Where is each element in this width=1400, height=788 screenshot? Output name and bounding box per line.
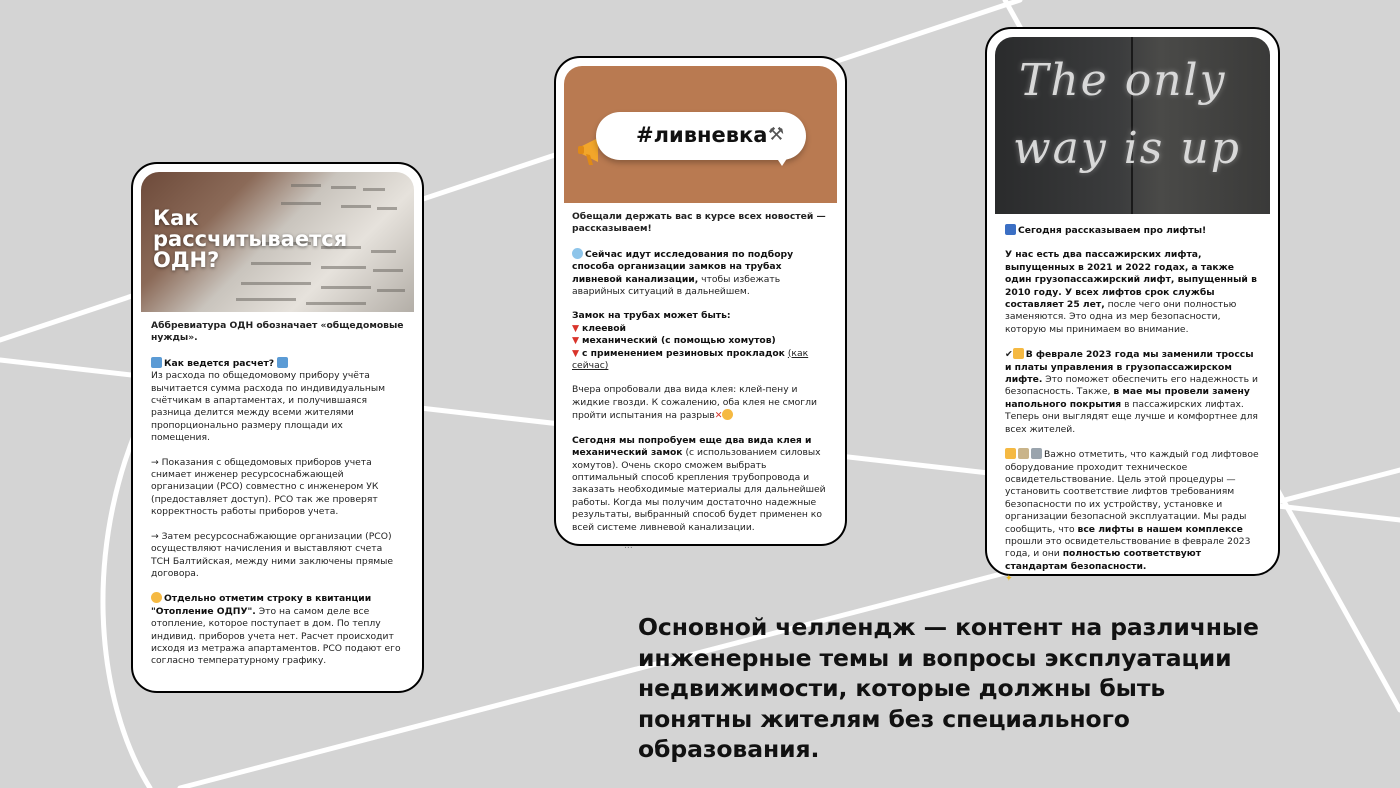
- paragraph: Цель этой процедуры — установить соответствие лифтов требованиям безопасности по их устройству, установке и организации безопасной эксплуатации. Мы рады сообщить, что: [1005, 473, 1247, 535]
- paragraph: Из расхода по общедомовому прибору учёта вычитается сумма расхода по индивидуальным счётчикам в апартаментах, и получившаяся разница делится между всеми жителями пропорционально размеру площади их помещения.: [151, 370, 386, 444]
- sad-face-icon: [722, 409, 733, 420]
- worker-icon: [1005, 448, 1016, 459]
- bubble-tail: [774, 154, 790, 166]
- post-intro: Сегодня рассказываем про лифты!: [1018, 225, 1207, 236]
- clipboard-icon: [1018, 448, 1029, 459]
- paragraph: в пассажирских лифтах. Теперь они выглядят еще лучше и комфортнее для всех жителей.: [1005, 398, 1258, 435]
- list-heading: Замок на трубах может быть:: [572, 310, 731, 322]
- slide-caption: Основной челлендж — контент на различные инженерные темы и вопросы эксплуатации недвижимости, которые должны быть понятны жителям без специального образования.: [638, 613, 1259, 763]
- cloud-droplet-icon: [572, 248, 583, 259]
- paragraph: чтобы избежать аварийных ситуаций в дальнейшем.: [572, 273, 781, 298]
- paragraph-bold: Сейчас идут исследования по подбору способа организации замков на трубах ливневой канализации,: [572, 248, 794, 285]
- neon-text-line1: The only: [1019, 55, 1227, 106]
- paragraph: → Затем ресурсоснабжающие организации (РСО) осуществляют начисления и выставляют счета ТСН Балтийская, между ними заключены прямые договора.: [151, 530, 394, 579]
- paragraph-bold: В феврале 2023 года мы заменили тросcы и платы управления в грузопассажирском лифте.: [1005, 349, 1254, 386]
- paragraph: (с использованием силовых хомутов). Очень скоро сможем выбрать оптимальный способ крепления трубопровода и заказать необходимые материалы для дальнейшей работы. Когда мы получим достаточно надежные результаты, выбранный способ будет применен ко всей системе ливневой канализации.: [572, 447, 826, 533]
- list-item: механический (с помощью хомутов): [582, 335, 776, 347]
- cross-mark-icon: ✕: [714, 410, 723, 422]
- paragraph: Это поможет обеспечить его надежность и безопасность. Также,: [1005, 374, 1258, 398]
- paragraph-bold: Сегодня мы попробуем еще два вида клея и механический замок: [572, 434, 812, 459]
- down-arrow-icon: [151, 357, 162, 368]
- post-intro: Обещали держать вас в курсе всех новостей — рассказываем!: [572, 211, 826, 235]
- list-item: клеевой: [582, 322, 626, 334]
- check-icon: ✔: [1005, 349, 1013, 361]
- paragraph: → Показания с общедомовых приборов учета снимает инженер ресурсоснабжающей организации (РСО) совместно с инженером УК (предоставляет доступ). РСО так же проверят корректность работы приборов учета.: [151, 456, 379, 518]
- post-card-lifts[interactable]: [985, 27, 1280, 585]
- ellipsis: ...: [624, 539, 633, 551]
- elevator-icon: [1005, 224, 1016, 235]
- tools-icon: ⚒: [768, 124, 785, 145]
- neon-text-line2: way is up: [1013, 123, 1241, 174]
- post-card-odn[interactable]: [131, 162, 424, 693]
- sparkles-icon: ✦: [1005, 573, 1013, 585]
- hashtag-bubble: [596, 112, 806, 160]
- thumbs-up-icon: [1013, 348, 1024, 359]
- paragraph-bold: Отдельно отметим строку в квитанции "Отопление ОДПУ".: [151, 593, 372, 617]
- post-body: [564, 203, 837, 552]
- paragraph: после чего они полностью заменяются. Это одна из мер безопасности, которую мы принимаем во внимание.: [1005, 299, 1237, 335]
- hero-title: Как рассчитывается ОДН?: [153, 206, 348, 272]
- list-item: с применением резиновых прокладок: [582, 347, 785, 359]
- as-now-link[interactable]: (как сейчас): [572, 347, 809, 372]
- post-body: [995, 214, 1270, 586]
- down-arrow-icon: [277, 357, 288, 368]
- lifts-hero-image: [995, 37, 1270, 214]
- red-triangle-icon: ▼: [572, 335, 582, 347]
- wrench-icon: [1031, 448, 1042, 459]
- paragraph-bold: полностью соответствуют стандартам безопасности.: [1005, 548, 1202, 572]
- face-emoji-icon: [151, 592, 162, 603]
- post-card-livnevka[interactable]: [554, 56, 847, 551]
- paragraph-bold: все лифты в нашем комплексе: [1077, 523, 1243, 535]
- livnevka-hero-image: [564, 66, 837, 203]
- paragraph: Это на самом деле все отопление, которое поступает в дом. По теплу индивид. приборов учета нет. Расчет происходит исходя из метража апартаментов. РСО подают его согласно температурному графику.: [151, 605, 401, 667]
- red-triangle-icon: ▼: [572, 347, 582, 359]
- paragraph: Важно отметить, что каждый год лифтовое оборудование проходит техническое освидетельствование.: [1005, 449, 1259, 485]
- red-triangle-icon: ▼: [572, 322, 582, 334]
- paragraph-bold: У нас есть два пассажирских лифта, выпущенных в 2021 и 2022 годах, а также один грузопассажирский лифт, выпущенный в 2010 году. У всех лифтов срок службы составляет 25 лет,: [1005, 249, 1257, 311]
- post-body: [141, 312, 414, 668]
- odn-hero-image: [141, 172, 414, 312]
- hashtag-text: #ливневка: [636, 123, 768, 147]
- paragraph: Вчера опробовали два вида клея: клей-пену и жидкие гвозди. К сожалению, оба клея не смогли пройти испытания на разрыв: [572, 384, 817, 422]
- post-intro: Аббревиатура ОДН обозначает «общедомовые нужды».: [151, 320, 404, 344]
- section-heading: Как ведется расчет?: [164, 357, 275, 369]
- paragraph: прошли это освидетельствование в феврале 2023 года, и они: [1005, 535, 1251, 560]
- paragraph-bold: в мае мы провели замену напольного покрытия: [1005, 386, 1250, 410]
